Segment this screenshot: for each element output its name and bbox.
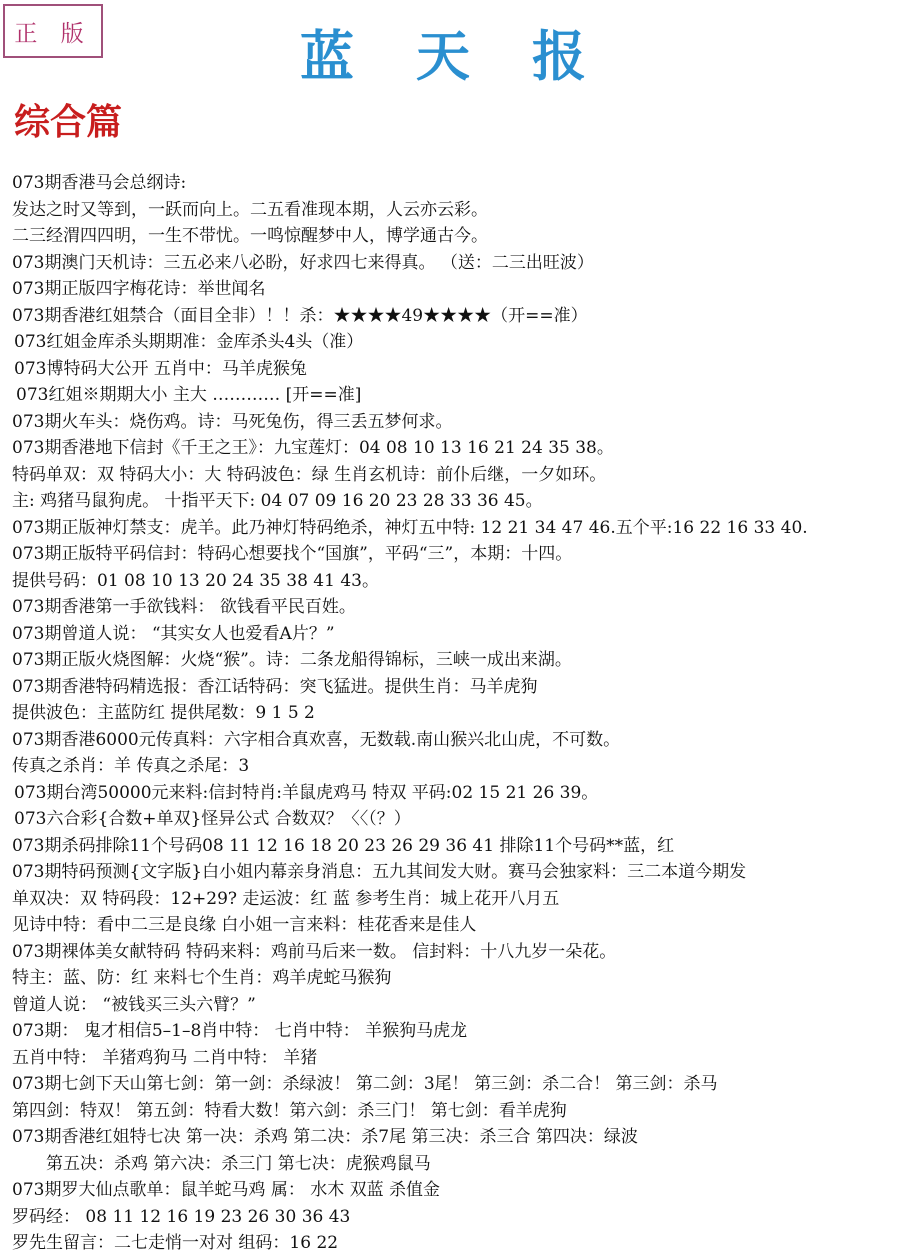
text-line: 罗码经： 08 11 12 16 19 23 26 30 36 43 [12,1206,351,1227]
text-line: 见诗中特：看中二三是良缘 白小姐一言来料：桂花香来是佳人 [12,915,477,935]
text-line: 提供波色：主蓝防红 提供尾数：9 1 5 2 [12,703,315,723]
text-line: 073期裸体美女献特码 特码来料：鸡前马后来一数。 信封料：十八九岁一朵花。 [12,941,617,962]
text-line: 特主：蓝、防：红 来料七个生肖：鸡羊虎蛇马猴狗 [12,968,392,988]
text-line: 罗先生留言：二七走悄一对对 组码：16 22 [12,1233,339,1253]
text-line: 073期香港红姐禁合（面目全非）！！杀：★★★★49★★★★（开==准） [12,305,588,326]
text-line: 传真之杀肖：羊 传真之杀尾：3 [12,756,250,776]
text-line: 073期罗大仙点歌单：鼠羊蛇马鸡 属： 水木 双蓝 杀值金 [12,1180,441,1200]
edition-badge: 正 版 [3,4,103,58]
newspaper-title: 蓝天报 [300,24,648,88]
text-line: 073期火车头：烧伤鸡。诗：马死兔伤，得三丢五梦何求。 [12,411,453,432]
text-line: 073期香港地下信封《千王之王》：九宝莲灯：04 08 10 13 16 21 24 35 38。 [12,438,614,458]
text-line: 073期正版四字梅花诗：举世闻名 [12,279,266,299]
text-line: 单双决：双 特码段：12+29? 走运波：红 蓝 参考生肖：城上花开八月五 [12,888,560,909]
section-heading: 综合篇 [14,101,123,143]
text-line: 073期正版神灯禁支：虎羊。此乃神灯特码绝杀，神灯五中特: 12 21 34 47 46.五个平:16 22 16 33 40. [12,517,808,538]
text-line: 二三经渭四四明，一生不带忧。一鸣惊醒梦中人，博学通古今。 [12,226,488,246]
text-line: 073期香港6000元传真料：六字相合真欢喜，无数载.南山猴兴北山虎，不可数。 [12,729,621,750]
text-line: 073期七剑下天山第七剑：第一剑：杀绿波！ 第二剑：3尾！ 第三剑：杀二合！ 第三剑：杀马 [12,1074,718,1094]
text-line: 073期正版特平码信封：特码心想要找个“国旗”，平码“三”，本期：十四。 [12,544,573,564]
text-line: 073期香港第一手欲钱料： 欲钱看平民百姓。 [12,597,356,617]
text-line: 073期香港特码精选报：香江话特码：突飞猛进。提供生肖：马羊虎狗 [12,676,538,697]
text-line: 073期曾道人说： “其实女人也爱看A片？” [12,623,335,644]
text-line: 曾道人说： “被钱买三头六臂？” [12,994,256,1015]
text-line: 073期正版火烧图解：火烧“猴”。诗：二条龙船得锦标，三峡一成出来湖。 [12,650,572,670]
text-line: 第四剑：特双！ 第五剑：特看大数！第六剑：杀三门！ 第七剑：看羊虎狗 [12,1100,567,1121]
text-line: 073期澳门天机诗：三五必来八必盼，好求四七来得真。 （送：二三出旺波） [12,252,594,273]
text-line: 073红姐金库杀头期期准：金库杀头4头（准） [14,332,364,352]
text-line: 主: 鸡猪马鼠狗虎。 十指平天下: 04 07 09 16 20 23 28 33 36 45。 [12,491,543,511]
text-line: 073期香港红姐特七决 第一决：杀鸡 第二决：杀7尾 第三决：杀三合 第四决：绿波 [12,1127,638,1147]
text-line: 073红姐※期期大小 主大 ………… [开==准] [16,385,362,405]
text-line: 第五决：杀鸡 第六决：杀三门 第七决：虎猴鸡鼠马 [46,1153,431,1174]
text-line: 五肖中特： 羊猪鸡狗马 二肖中特： 羊猪 [12,1047,318,1068]
text-line: 073期香港马会总纲诗: [12,173,187,193]
text-line: 073期台湾50000元来料:信封特肖:羊鼠虎鸡马 特双 平码:02 15 21 26 39。 [14,782,599,803]
text-line: 073期杀码排除11个号码08 11 12 16 18 20 23 26 29 36 41 排除11个号码**蓝，红 [12,835,675,856]
text-line: 特码单双：双 特码大小：大 特码波色：绿 生肖玄机诗：前仆后继，一夕如环。 [12,464,607,485]
text-line: 073博特码大公开 五肖中：马羊虎猴兔 [14,358,307,379]
text-line: 073期特码预测{文字版}白小姐内幕亲身消息：五九其间发大财。赛马会独家料：三二本道今期发 [12,862,747,882]
text-line: 073六合彩{合数+单双}怪异公式 合数双？〈〈（？） [14,809,411,829]
text-line: 提供号码：01 08 10 13 20 24 35 38 41 43。 [12,570,379,591]
text-line: 073期： 鬼才相信5–1–8肖中特： 七肖中特： 羊猴狗马虎龙 [12,1021,468,1041]
text-line: 发达之时又等到，一跃而向上。二五看准现本期，人云亦云彩。 [12,199,488,220]
content-lines [0,170,900,1257]
